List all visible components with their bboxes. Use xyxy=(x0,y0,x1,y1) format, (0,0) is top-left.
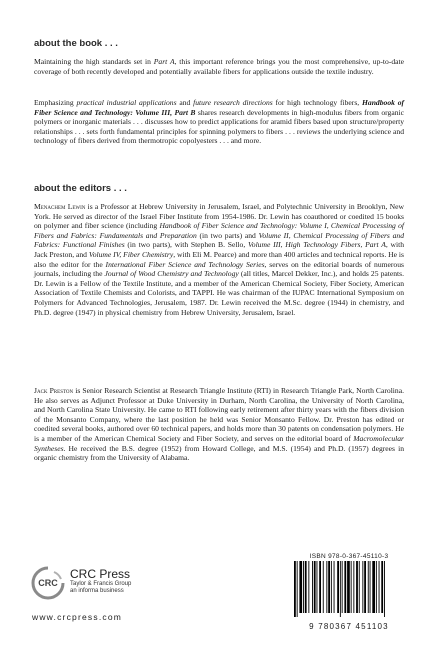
crc-logo-icon xyxy=(30,565,66,601)
barcode-bar xyxy=(303,561,304,613)
barcode-bar xyxy=(370,561,371,613)
barcode-bar xyxy=(326,561,327,613)
barcode-bar xyxy=(323,561,324,613)
publisher-name: CRC Press xyxy=(70,567,131,581)
barcode-bar xyxy=(319,561,321,613)
barcode-bar xyxy=(328,561,330,613)
preston-name: Jack Preston xyxy=(34,386,74,395)
barcode-bar xyxy=(364,561,366,613)
barcode-bar xyxy=(305,561,307,613)
about-book-heading: about the book . . . xyxy=(34,38,118,49)
barcode-bar xyxy=(351,561,352,613)
crc-logo-text: CRC xyxy=(38,578,58,588)
barcode-bar xyxy=(308,561,309,613)
lewin-bio: Menachem Lewin is a Professor at Hebrew University in Jerusalem, Israel, and Polytechnic University in Brooklyn, New York. He served as director of the Israel Fiber Institute from 1954-1986. Dr. Lewin has coauthored or coedited 15 books on polymer and fiber science (including Handbook of Fiber Science and Technology: Volume I, Chemical Processing of Fibers and Fabrics: Fundamentals and Preparation (in two parts) and Volume II, Chemical Processing of Fibers and Fabrics: Functional Finishes (in two parts), with Stephen B. Sello, Volume III, High Technology Fibers, Part A, with Jack Preston, and Volume IV, Fiber Chemistry, with Eli M. Pearce) and more than 400 articles and technical reports. He is also the editor for the International Fiber Science and Technology Series, serves on the editorial boards of numerous journals, including the Journal of Wood Chemistry and Technology (all titles, Marcel Dekker, Inc.), and holds 25 patents. Dr. Lewin is a Fellow of the Textile Institute, and a member of the American Chemical Society, Fiber Society, American Association of Textile Chemists and Colorists, and TAPPI. He was chairman of the IUPAC International Symposium on Polymers for Advanced Technologies, Jerusalem, 1987. Dr. Lewin received the M.Sc. degree (1944) in chemistry, and Ph.D. degree (1947) in physical chemistry from Hebrew University, Jerusalem, Israel. xyxy=(34,202,405,317)
publisher-url[interactable]: www.crcpress.com xyxy=(32,612,123,622)
barcode-bar xyxy=(312,561,313,613)
barcode-bar xyxy=(317,561,318,613)
barcode-bar xyxy=(362,561,363,613)
about-book-paragraph-1: Maintaining the high standards set in Part A, this important reference brings you the most comprehensive, up-to-date coverage of both recently developed and potentially available fibers for applications outside the textile industry. xyxy=(34,57,404,76)
isbn-barcode xyxy=(290,553,408,631)
barcode-bar xyxy=(353,561,354,613)
about-book-paragraph-2: Emphasizing practical industrial applications and future research directions for high technology fibers, Handbook of Fiber Science and Technology: Volume III, Part B shares research developments in high-modulus fibers from organic polymers or inorganic materials . . . discusses how to predict applications for aramid fibers based upon structure/property relationships . . . sets forth fundamental principles for spinning polymers to fibers . . . reviews the underlying science and technology of fibers derived from thermotropic copolyesters . . . and more. xyxy=(34,98,405,146)
barcode-bar xyxy=(356,561,358,613)
barcode-bar xyxy=(337,561,339,613)
barcode-bar xyxy=(334,561,335,613)
isbn-label: ISBN 978-0-367-45110-3 xyxy=(309,553,389,560)
barcode-bar xyxy=(376,561,377,613)
barcode-bars xyxy=(290,561,408,617)
barcode-bar xyxy=(379,561,380,613)
about-editors-heading: about the editors . . . xyxy=(34,183,127,194)
barcode-number: 9 780367 451103 xyxy=(309,622,389,631)
barcode-bar xyxy=(384,561,385,617)
barcode-bar xyxy=(297,561,298,617)
publisher-tagline: an informa business xyxy=(70,588,124,594)
barcode-bar xyxy=(314,561,316,613)
barcode-bar xyxy=(368,561,369,613)
crc-press-logo xyxy=(30,565,180,605)
barcode-bar xyxy=(299,561,302,613)
lewin-name: Menachem Lewin xyxy=(34,202,86,211)
barcode-bar xyxy=(331,561,332,613)
barcode-bar xyxy=(344,561,346,613)
barcode-bar xyxy=(372,561,375,613)
barcode-bar xyxy=(342,561,343,613)
barcode-bar xyxy=(359,561,360,613)
barcode-bar xyxy=(294,561,296,617)
preston-bio: Jack Preston is Senior Research Scientist at Research Triangle Institute (RTI) in Research Triangle Park, North Carolina. He also serves as Adjunct Professor at Duke University in Durham, North Carolina, the University of North Carolina, and North Carolina State University. He came to RTI following early retirement after thirty years with the fibers division of the Monsanto Company, where the last position he held was Senior Monsanto Fellow. Dr. Preston has edited or coedited several books, authored over 60 technical papers, and holds more than 30 patents on condensation polymers. He is a member of the American Chemical Society and Fiber Society, and serves on the editorial board of Macromolecular Syntheses. He received the B.S. degree (1952) from Howard College, and M.S. (1954) and Ph.D. (1957) degrees in organic chemistry from the University of Alabama. xyxy=(34,386,404,463)
barcode-bar xyxy=(340,561,341,617)
barcode-bar xyxy=(381,561,383,613)
barcode-bar xyxy=(347,561,350,613)
publisher-group: Taylor & Francis Group xyxy=(70,581,132,587)
